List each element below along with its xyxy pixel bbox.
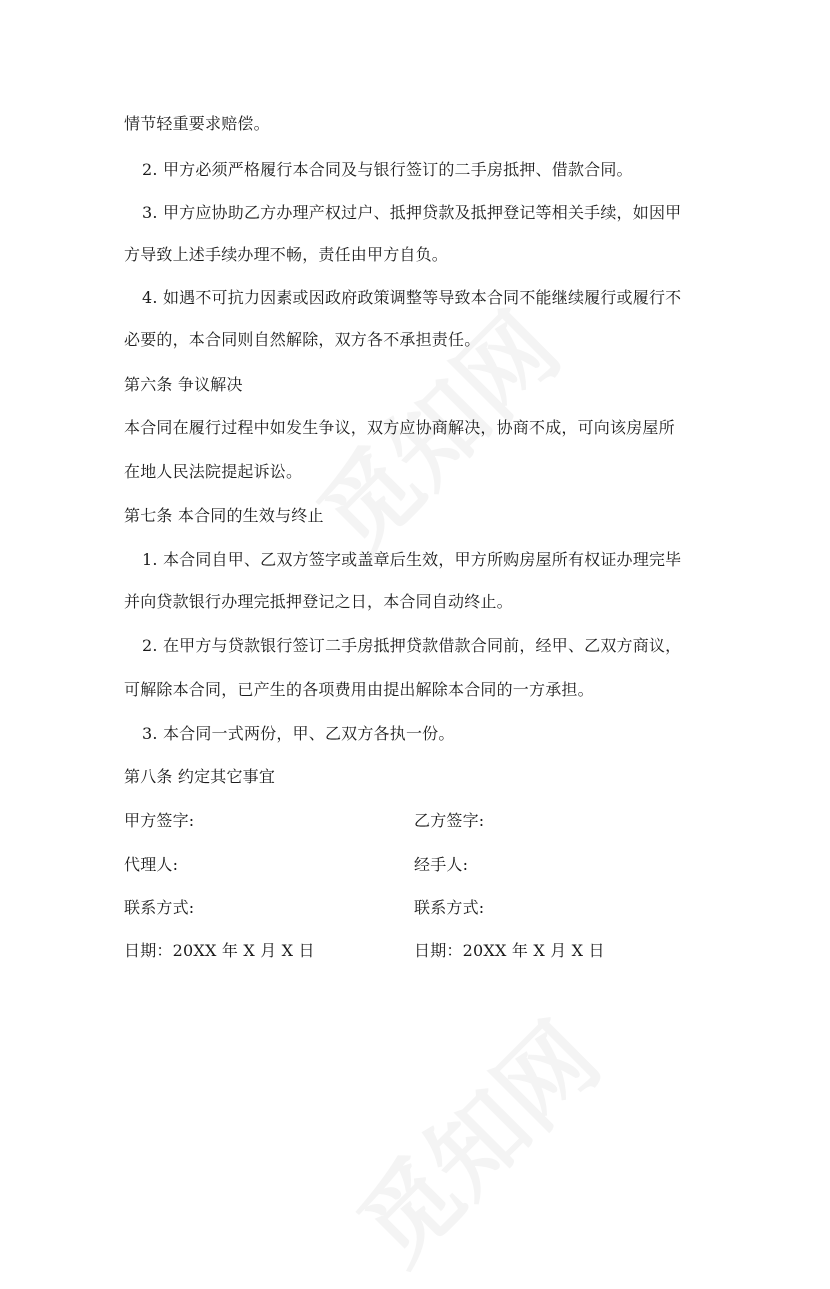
article-7-heading: 第七条 本合同的生效与终止 [124,506,324,525]
article-8-heading: 第八条 约定其它事宜 [124,767,276,786]
party-a-agent-label: 代理人: [124,855,179,874]
article-6-heading: 第六条 争议解决 [124,375,243,394]
article-6-line2: 在地人民法院提起诉讼。 [124,462,303,481]
paragraph-continuation: 情节轻重要求赔偿。 [124,114,270,133]
article-7-clause-3: 3. 本合同一式两份，甲、乙双方各执一份。 [142,724,455,743]
clause-3-line1: 3. 甲方应协助乙方办理产权过户、抵押贷款及抵押登记等相关手续，如因甲 [142,203,682,222]
party-b-signature-label: 乙方签字: [414,811,485,830]
clause-4-line2: 必要的，本合同则自然解除，双方各不承担责任。 [124,330,481,349]
article-7-clause-2-line1: 2. 在甲方与贷款银行签订二手房抵押贷款借款合同前，经甲、乙双方商议， [142,636,682,655]
party-a-contact-label: 联系方式: [124,898,195,917]
clause-4-line1: 4. 如遇不可抗力因素或因政府政策调整等导致本合同不能继续履行或履行不 [142,288,682,307]
article-7-clause-1-line2: 并向贷款银行办理完抵押登记之日，本合同自动终止。 [124,592,513,611]
clause-3-line2: 方导致上述手续办理不畅，责任由甲方自负。 [124,245,449,264]
party-b-handler-label: 经手人: [414,855,469,874]
party-a-date: 日期：20XX 年 X 月 X 日 [124,941,315,960]
article-7-clause-2-line2: 可解除本合同，已产生的各项费用由提出解除本合同的一方承担。 [124,680,594,699]
article-6-line1: 本合同在履行过程中如发生争议，双方应协商解决，协商不成，可向该房屋所 [124,418,675,437]
party-a-signature-label: 甲方签字: [124,811,195,830]
watermark-bottom [324,988,625,1289]
party-b-contact-label: 联系方式: [414,898,485,917]
clause-2: 2. 甲方必须严格履行本合同及与银行签订的二手房抵押、借款合同。 [142,160,633,179]
party-b-date: 日期：20XX 年 X 月 X 日 [414,941,605,960]
article-7-clause-1-line1: 1. 本合同自甲、乙双方签字或盖章后生效，甲方所购房屋所有权证办理完毕 [142,550,682,569]
